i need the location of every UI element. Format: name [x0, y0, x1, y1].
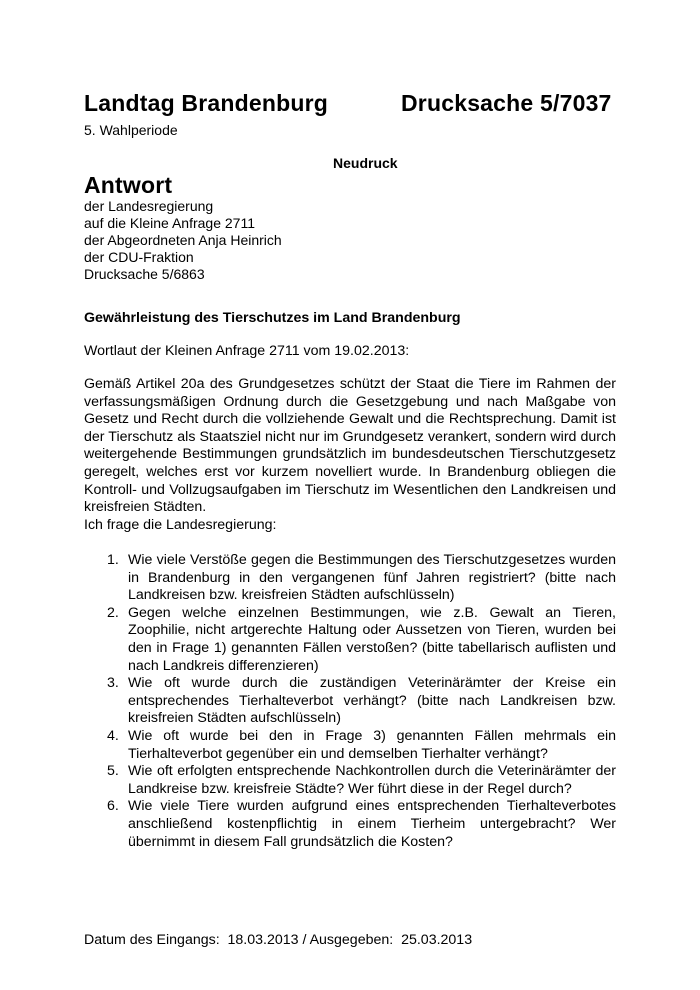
document-number: Drucksache 5/7037	[401, 90, 612, 116]
question-number: 2.	[107, 604, 119, 621]
list-item	[107, 763, 616, 798]
question-text: Wie oft wurde durch die zuständigen Veterinärämter der Kreise ein entsprechendes Tierhalteverbot verhängt? (bitte nach Landkreisen bzw. kreisfreien Städten aufschlüsseln)	[128, 675, 616, 727]
question-text: Wie viele Tiere wurden aufgrund eines entsprechenden Tierhalteverbotes anschließend kostenpflichtig in einem Tierheim untergebracht? Wer übernimmt in diesem Fall grundsätzlich die Kosten?	[128, 798, 616, 850]
answer-line: auf die Kleine Anfrage 2711	[84, 215, 255, 231]
footer-dates: Datum des Eingangs: 18.03.2013 / Ausgegeben: 25.03.2013	[84, 932, 473, 948]
answer-line: der Landesregierung	[84, 198, 214, 214]
inquiry-wording-line: Wortlaut der Kleinen Anfrage 2711 vom 19.02.2013:	[84, 343, 410, 359]
question-number: 6.	[107, 798, 119, 815]
list-item	[107, 605, 616, 675]
answer-line: der CDU-Fraktion	[84, 249, 194, 265]
list-item	[107, 798, 616, 851]
list-item	[107, 728, 616, 763]
question-number: 5.	[107, 763, 119, 780]
question-text: Wie oft wurde bei den in Frage 3) genannten Fällen mehrmals ein Tierhalteverbot gegenüber ein und demselben Tierhalter verhängt?	[128, 727, 616, 762]
question-number: 3.	[107, 675, 119, 692]
electoral-period: 5. Wahlperiode	[84, 122, 178, 138]
intro-paragraph: Gemäß Artikel 20a des Grundgesetzes schützt der Staat die Tiere im Rahmen der verfassungsmäßigen Ordnung durch die Gesetzgebung und nach Maßgabe von Gesetz und Recht durch die vollziehende Gewalt und die Rechtsprechung. Damit ist der Tierschutz als Staatsziel nicht nur im Grundgesetz verankert, sondern wird durch weitergehende Bestimmungen grundsätzlich im bundesdeutschen Tierschutzgesetz geregelt, welches erst vor kurzem novelliert wurde. In Brandenburg obliegen die Kontroll- und Vollzugsaufgaben im Tierschutz im Wesentlichen den Landkreisen und kreisfreien Städten.	[84, 376, 616, 516]
question-text: Gegen welche einzelnen Bestimmungen, wie z.B. Gewalt an Tieren, Zoophilie, nicht artgerechte Haltung oder Aussetzen von Tieren, wurden bei den in Frage 1) genannten Fällen verstoßen? (bitte tabellarisch auflisten und nach Landkreis differenzieren)	[128, 604, 616, 674]
answer-title: Antwort	[84, 172, 173, 198]
question-number: 1.	[107, 552, 119, 568]
reprint-label: Neudruck	[333, 155, 398, 171]
question-text: Wie oft erfolgten entsprechende Nachkontrollen durch die Veterinärämter der Landkreise bzw. kreisfreie Städte? Wer führt diese in der Regel durch?	[128, 763, 616, 797]
question-text: Wie viele Verstöße gegen die Bestimmungen des Tierschutzgesetzes wurden in Brandenburg in den vergangenen fünf Jahren registriert? (bitte nach Landkreisen bzw. kreisfreien Städten aufschlüsseln)	[128, 552, 616, 604]
landtag-title: Landtag Brandenburg	[84, 90, 329, 116]
questions-list	[107, 552, 616, 851]
question-number: 4.	[107, 727, 119, 744]
answer-line: Drucksache 5/6863	[84, 266, 205, 282]
answer-line: der Abgeordneten Anja Heinrich	[84, 232, 282, 248]
subject-heading: Gewährleistung des Tierschutzes im Land Brandenburg	[84, 310, 461, 326]
answer-address-block	[84, 198, 282, 283]
list-item	[107, 675, 616, 728]
ask-line: Ich frage die Landesregierung:	[84, 517, 277, 533]
list-item	[107, 552, 616, 605]
